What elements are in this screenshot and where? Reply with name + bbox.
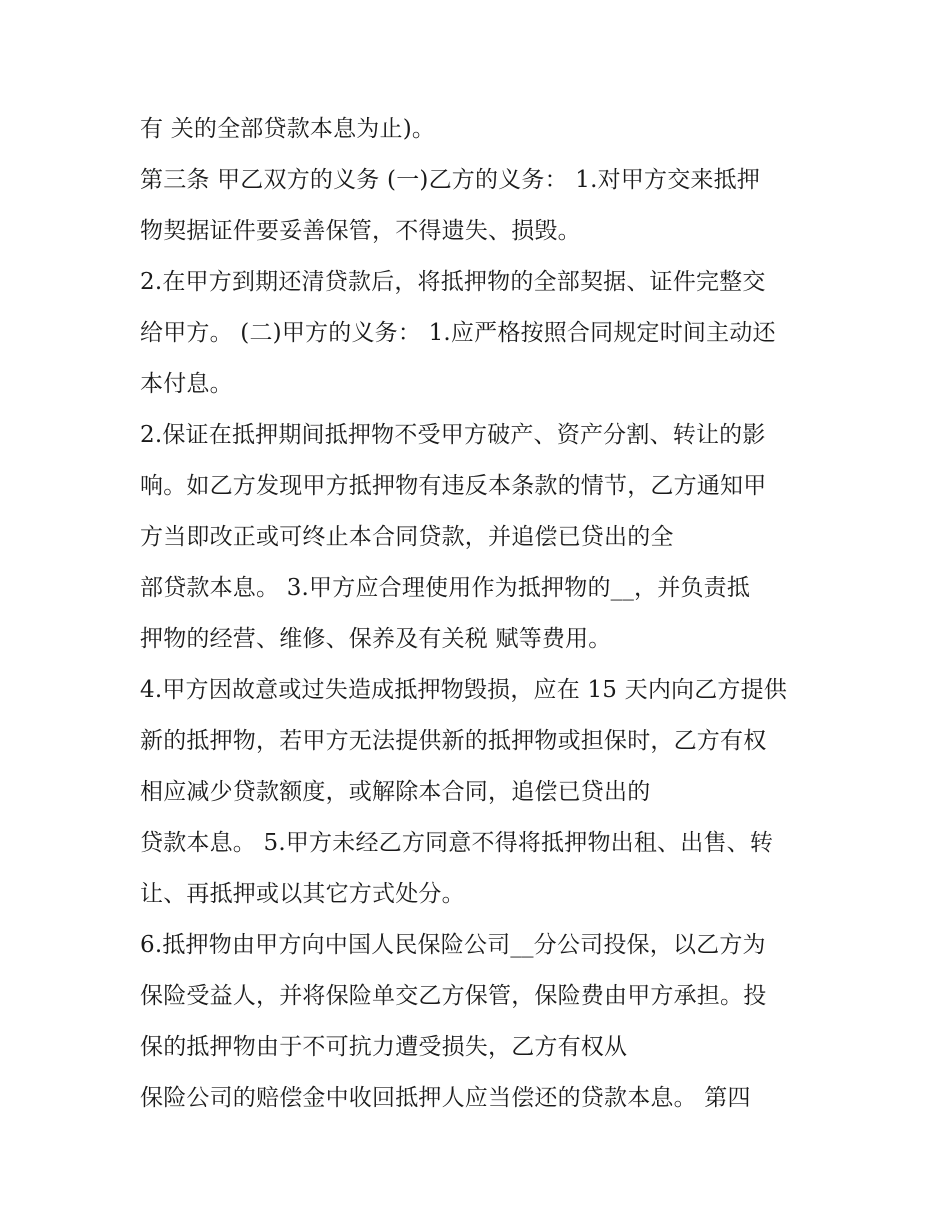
text-line: 保险公司的赔偿金中收回抵押人应当偿还的贷款本息。 第四 — [140, 1085, 751, 1111]
text-line: 部贷款本息。 3.甲方应合理使用作为抵押物的__，并负责抵 — [140, 575, 751, 601]
text-line: 保险受益人，并将保险单交乙方保管，保险费由甲方承担。投 — [140, 983, 767, 1009]
text-line: 新的抵押物，若甲方无法提供新的抵押物或担保时，乙方有权 — [140, 728, 767, 754]
text-line: 4.甲方因故意或过失造成抵押物毁损，应在 15 天内向乙方提供 — [140, 677, 788, 703]
text-line: 第三条 甲乙双方的义务 (一)乙方的义务： 1.对甲方交来抵押 — [140, 167, 761, 193]
text-line: 相应减少贷款额度，或解除本合同，追偿已贷出的 — [140, 779, 651, 805]
text-line: 让、再抵押或以其它方式处分。 — [140, 881, 465, 907]
text-line: 贷款本息。 5.甲方未经乙方同意不得将抵押物出租、出售、转 — [140, 830, 774, 856]
text-line: 响。如乙方发现甲方抵押物有违反本条款的情节，乙方通知甲 — [140, 473, 767, 499]
contract-text — [140, 104, 830, 1124]
text-line: 2.保证在抵押期间抵押物不受甲方破产、资产分割、转让的影 — [140, 422, 766, 448]
text-line: 押物的经营、维修、保养及有关税 赋等费用。 — [140, 626, 612, 652]
text-line: 给甲方。 (二)甲方的义务： 1.应严格按照合同规定时间主动还 — [140, 320, 776, 346]
text-line: 2.在甲方到期还清贷款后，将抵押物的全部契据、证件完整交 — [140, 269, 766, 295]
text-line: 方当即改正或可终止本合同贷款，并追偿已贷出的全 — [140, 524, 674, 550]
text-line: 本付息。 — [140, 371, 233, 397]
text-line: 6.抵押物由甲方向中国人民保险公司__分公司投保，以乙方为 — [140, 932, 766, 958]
text-line: 保的抵押物由于不可抗力遭受损失，乙方有权从 — [140, 1034, 628, 1060]
text-line: 有 关的全部贷款本息为止)。 — [140, 116, 436, 142]
text-line: 物契据证件要妥善保管，不得遗失、损毁。 — [140, 218, 581, 244]
